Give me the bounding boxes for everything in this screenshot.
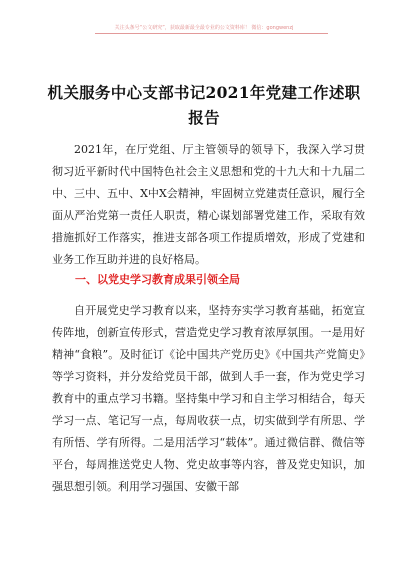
document-title: [40, 80, 368, 130]
title-line-2: 报告: [188, 108, 220, 127]
section-heading-1: 一、以党史学习教育成果引领全局: [75, 273, 240, 286]
header-note: 关注头条号“公文研究”，获取最新最全最专业的公文资料库！ 微信：gongwenzj: [114, 25, 294, 31]
title-line-1: 机关服务中心支部书记2021年党建工作述职: [47, 83, 361, 102]
header-divider: [95, 33, 328, 34]
paragraph-section1: 自开展党史学习教育以来，坚持夯实学习教育基础，拓宽宣传阵地，创新宣传形式，营造党史学习教育浓厚氛围。一是用好精神“食粮”。及时征订《论中国共产党历史》《中国共产党简史》等学习资料，并分发给党员干部，做到人手一套，作为党史学习教育中的重点学习书籍。坚持集中学习和自主学习相结合，每天学习一点、笔记写一点，每周收获一点，切实做到学有所思、学有所悟、学有所得。二是用活学习“载体”。通过微信群、微信等平台，每周推送党史人物、党史故事等内容，普及党史知识，加强思想引领。利用学习强国、安徽干部: [52, 304, 365, 493]
paragraph-intro: 2021年，在厅党组、厅主管领导的领导下，我深入学习贯彻习近平新时代中国特色社会主义思想和党的十九大和十九届二中、三中、五中、X中X会精神，牢固树立党建责任意识，履行全面从严治党第一责任人职责，精心谋划部署党建工作，采取有效措施抓好工作落实，推进支部各项工作提质增效，形成了党建和业务工作互助并进的良好格局。: [52, 143, 365, 266]
